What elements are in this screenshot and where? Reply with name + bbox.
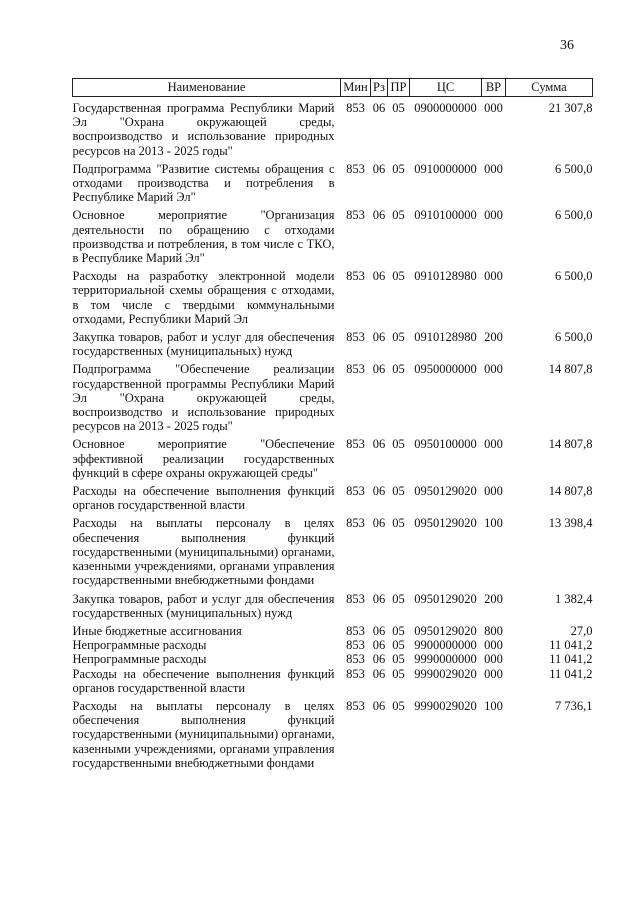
row-vr: 000	[484, 101, 503, 115]
row-pr: 05	[392, 161, 405, 176]
row-min: 853	[346, 208, 365, 223]
row-sum: 14 807,8	[548, 484, 593, 499]
row-name: Основное мероприятие "Обеспечение эффективной реализации государственных функций в сфере охраны окружающей среды"	[72, 437, 335, 480]
header-vr: ВР	[482, 79, 506, 97]
row-vr: 000	[484, 437, 503, 452]
row-min: 853	[346, 698, 365, 713]
row-min: 853	[346, 638, 365, 653]
row-name: Иные бюджетные ассигнования	[72, 623, 242, 638]
row-rz: 06	[372, 652, 386, 667]
row-pr: 05	[392, 208, 405, 223]
row-rz: 06	[372, 437, 386, 452]
row-vr: 100	[484, 516, 503, 531]
header-min: Мин	[341, 79, 371, 97]
row-rz: 06	[372, 516, 386, 531]
row-vr: 000	[484, 638, 503, 653]
row-vr: 100	[484, 698, 503, 713]
row-sum: 21 307,8	[548, 101, 593, 115]
table-row	[73, 588, 593, 620]
row-pr: 05	[392, 652, 405, 667]
table-header-row	[73, 79, 593, 97]
header-pr: ПР	[388, 79, 410, 97]
header-cs: ЦС	[410, 79, 482, 97]
budget-table	[72, 78, 593, 770]
table-row	[73, 97, 593, 158]
row-vr: 000	[484, 484, 503, 499]
row-rz: 06	[372, 484, 386, 499]
row-name: Расходы на выплаты персоналу в целях обеспечения выполнения функций государственными (муниципальными) органами, казенными учреждениями, органами управления государственными внебюджетными фондами	[72, 516, 335, 588]
table-row	[73, 358, 593, 433]
table-row	[73, 620, 593, 638]
row-name: Непрограммные расходы	[72, 638, 207, 653]
table-row	[73, 652, 593, 666]
row-rz: 06	[372, 362, 386, 377]
row-min: 853	[346, 362, 365, 377]
row-cs: 0950129020	[414, 623, 477, 638]
row-cs: 9990000000	[414, 652, 477, 667]
row-name: Расходы на обеспечение выполнения функций органов государственной власти	[72, 666, 335, 695]
row-sum: 7 736,1	[555, 698, 593, 713]
row-pr: 05	[392, 484, 405, 499]
header-name: Наименование	[73, 79, 341, 97]
row-name: Основное мероприятие "Организация деятельности по обращению с отходами производства и потребления, в том числе с ТКО, в Республике Марий Эл"	[72, 208, 335, 266]
row-name: Расходы на разработку электронной модели территориальной схемы обращения с отходами, в том числе с твердыми коммунальными отходами, Республики Марий Эл	[72, 269, 335, 326]
table-row	[73, 695, 593, 770]
row-pr: 05	[392, 666, 405, 681]
row-cs: 0910128980	[414, 269, 477, 284]
table-row	[73, 638, 593, 652]
row-min: 853	[346, 437, 365, 452]
row-cs: 0910128980	[414, 330, 477, 345]
page-number: 36	[560, 38, 574, 53]
row-rz: 06	[372, 623, 386, 638]
row-sum: 14 807,8	[548, 437, 593, 452]
row-sum: 11 041,2	[549, 652, 593, 667]
row-pr: 05	[392, 269, 405, 284]
row-min: 853	[346, 516, 365, 531]
row-cs: 0950129020	[414, 591, 477, 606]
row-pr: 05	[392, 591, 405, 606]
row-sum: 11 041,2	[549, 666, 593, 681]
row-cs: 9990029020	[414, 698, 477, 713]
table-body	[73, 97, 593, 770]
row-name: Расходы на выплаты персоналу в целях обеспечения выполнения функций государственными (муниципальными) органами, казенными учреждениями, органами управления государственными внебюджетными фондами	[72, 698, 335, 770]
row-name: Непрограммные расходы	[72, 652, 207, 667]
row-pr: 05	[392, 101, 405, 115]
row-min: 853	[346, 101, 365, 115]
table-row	[73, 204, 593, 265]
row-pr: 05	[392, 698, 405, 713]
table-row	[73, 158, 593, 205]
row-sum: 13 398,4	[548, 516, 593, 531]
table-row	[73, 667, 593, 695]
row-vr: 800	[484, 623, 503, 638]
row-name: Закупка товаров, работ и услуг для обеспечения государственных (муниципальных) нужд	[72, 330, 335, 359]
table-row	[73, 326, 593, 358]
table-row	[73, 265, 593, 326]
row-min: 853	[346, 652, 365, 667]
row-min: 853	[346, 623, 365, 638]
table-row	[73, 433, 593, 480]
row-cs: 0910100000	[414, 208, 477, 223]
row-rz: 06	[372, 698, 386, 713]
row-name: Подпрограмма "Обеспечение реализации государственной программы Республики Марий Эл "Охрана окружающей среды, воспроизводство и использование природных ресурсов на 2013 - 2025 годы"	[72, 362, 335, 434]
row-vr: 200	[484, 330, 503, 345]
row-rz: 06	[372, 161, 386, 176]
row-cs: 0950129020	[414, 484, 477, 499]
row-pr: 05	[392, 437, 405, 452]
row-sum: 14 807,8	[548, 362, 593, 377]
row-pr: 05	[392, 362, 405, 377]
row-min: 853	[346, 269, 365, 284]
row-rz: 06	[372, 666, 386, 681]
row-min: 853	[346, 161, 365, 176]
row-sum: 27,0	[570, 623, 593, 638]
row-pr: 05	[392, 330, 405, 345]
row-sum: 1 382,4	[555, 591, 593, 606]
row-sum: 6 500,0	[555, 330, 593, 345]
row-rz: 06	[372, 101, 386, 115]
row-cs: 0950000000	[414, 362, 477, 377]
row-sum: 6 500,0	[555, 208, 593, 223]
row-vr: 000	[484, 161, 503, 176]
row-vr: 000	[484, 362, 503, 377]
row-vr: 000	[484, 269, 503, 284]
row-cs: 9990029020	[414, 666, 477, 681]
row-rz: 06	[372, 208, 386, 223]
row-vr: 000	[484, 208, 503, 223]
row-cs: 0900000000	[414, 101, 477, 115]
row-sum: 11 041,2	[549, 638, 593, 653]
header-rz: Рз	[371, 79, 388, 97]
row-cs: 0910000000	[414, 161, 477, 176]
row-name: Расходы на обеспечение выполнения функций органов государственной власти	[72, 484, 335, 513]
row-name: Подпрограмма "Развитие системы обращения с отходами производства и потребления в Республике Марий Эл"	[72, 161, 335, 205]
row-sum: 6 500,0	[555, 269, 593, 284]
row-rz: 06	[372, 591, 386, 606]
row-pr: 05	[392, 638, 405, 653]
row-rz: 06	[372, 330, 386, 345]
row-name: Государственная программа Республики Марий Эл "Охрана окружающей среды, воспроизводство и использование природных ресурсов на 2013 - 2025 годы"	[72, 101, 335, 158]
row-cs: 0950129020	[414, 516, 477, 531]
row-cs: 9900000000	[414, 638, 477, 653]
row-min: 853	[346, 591, 365, 606]
row-pr: 05	[392, 516, 405, 531]
row-name: Закупка товаров, работ и услуг для обеспечения государственных (муниципальных) нужд	[72, 591, 335, 620]
row-pr: 05	[392, 623, 405, 638]
row-vr: 000	[484, 652, 503, 667]
row-min: 853	[346, 484, 365, 499]
row-vr: 000	[484, 666, 503, 681]
header-sum: Сумма	[506, 79, 593, 97]
table-row	[73, 512, 593, 587]
row-min: 853	[346, 666, 365, 681]
row-sum: 6 500,0	[555, 161, 593, 176]
row-rz: 06	[372, 638, 386, 653]
row-vr: 200	[484, 591, 503, 606]
table-row	[73, 480, 593, 512]
row-rz: 06	[372, 269, 386, 284]
row-min: 853	[346, 330, 365, 345]
row-cs: 0950100000	[414, 437, 477, 452]
